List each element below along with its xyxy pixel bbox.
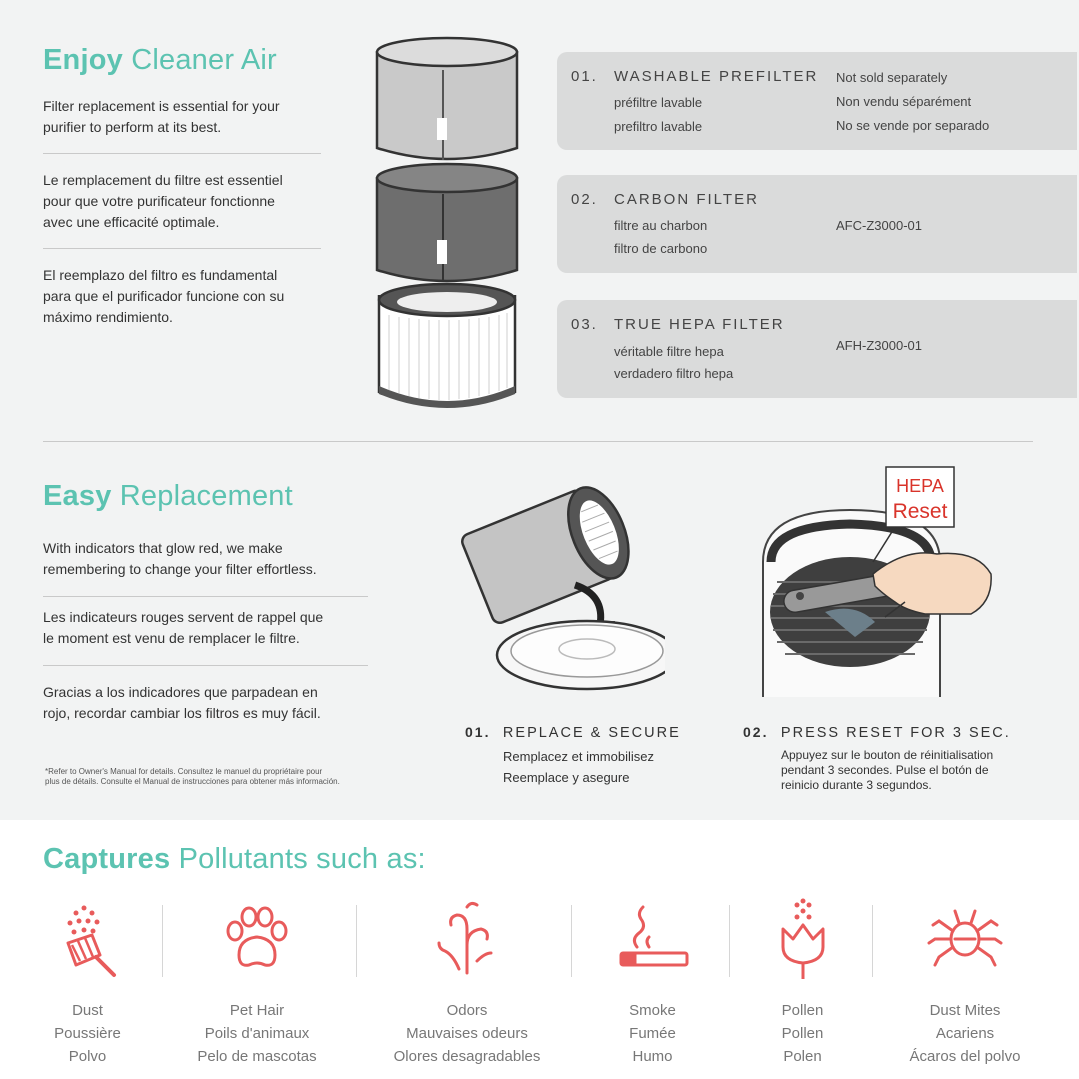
pollutant-label-es: Polvo [68,1048,107,1065]
step-reset [743,724,1011,793]
reset-illustration [755,462,1000,702]
step-number: 01. [465,724,491,740]
pollutant-dust [20,895,155,1068]
cleaner-air-paragraph-en: Filter replacement is essential for your purifier to perform at its best. [43,98,280,135]
filter-part-number: AFH-Z3000-01 [836,338,922,353]
filter-name-es: filtro de carbono [614,241,708,256]
step-number: 02. [743,724,769,740]
filter-availability-en: Not sold separately [836,70,948,85]
filter-card-carbon [557,175,1077,273]
filter-number: 02. [571,191,598,208]
divider [43,248,321,249]
odors-icon [427,895,507,985]
pollutant-label-en: Odors [446,1002,488,1019]
pollutant-label-es: Humo [632,1048,673,1065]
cleaner-air-paragraph-es: El reemplazo del filtro es fundamental para que el purificador funcione con su máximo rendimiento. [43,267,285,325]
smoke-icon [613,895,693,985]
pollutant-pet-hair [182,895,332,1068]
filter-name: WASHABLE PREFILTER [614,68,819,85]
filter-name-fr: véritable filtre hepa [614,344,724,359]
pollutant-label-en: Pet Hair [229,1002,285,1019]
divider [571,905,572,977]
hepa-label: HEPA [896,476,944,496]
pollutant-label-en: Dust [72,1002,103,1019]
pollutant-label-fr: Fumée [629,1025,676,1042]
pollutant-label-fr: Poils d'animaux [204,1025,310,1042]
divider [43,153,321,154]
filter-card-hepa [557,300,1077,398]
pollutant-label-es: Polen [783,1048,822,1065]
step-sub-fr: Remplacez et immobilisez [503,749,654,764]
reset-label: Reset [892,500,948,523]
filter-card-prefilter [557,52,1077,150]
filter-stack-illustration [365,30,530,415]
filter-name-es: prefiltro lavable [614,119,703,134]
replacement-paragraph-en: With indicators that glow red, we make remembering to change your filter effortless. [43,540,317,577]
pollutants-title: Captures Pollutants such as: [43,843,426,875]
pollutant-label-fr: Pollen [781,1025,824,1042]
divider [872,905,873,977]
pollutant-label-es: Ácaros del polvo [909,1048,1021,1065]
pollutant-odors [378,895,556,1068]
dust-mites-icon [925,895,1005,985]
pollen-icon [763,895,843,985]
step-sub-es: Reemplace y asegure [503,770,630,785]
pollutant-label-en: Pollen [781,1002,824,1019]
filter-number: 01. [571,68,598,85]
divider [43,596,368,597]
filter-name-fr: filtre au charbon [614,218,708,233]
pollutant-dust-mites [890,895,1040,1068]
replacement-paragraph-es: Gracias a los indicadores que parpadean en rojo, recordar cambiar los filtros es muy fácil. [43,684,321,721]
filter-name-fr: préfiltre lavable [614,95,703,110]
filter-name: CARBON FILTER [614,191,759,208]
step-sub-line: pendant 3 secondes. Pulse el botón de [781,763,989,777]
cleaner-air-title: Enjoy Cleaner Air [43,44,277,76]
filter-number: 03. [571,316,598,333]
section-divider [43,441,1033,442]
pollutant-smoke [590,895,715,1068]
filter-availability-es: No se vende por separado [836,118,990,133]
step-replace [465,724,681,788]
pollutant-label-es: Olores desagradables [393,1048,541,1065]
step-sub-line: reinicio durante 3 segundos. [781,778,932,792]
pollutant-label-fr: Acariens [935,1025,995,1042]
filter-availability-fr: Non vendu séparément [836,94,972,109]
replace-filter-illustration [455,475,665,710]
pollutant-label-en: Smoke [629,1002,676,1019]
divider [43,665,368,666]
filter-name: TRUE HEPA FILTER [614,316,785,333]
pollutant-label-en: Dust Mites [929,1002,1001,1019]
divider [729,905,730,977]
step-title: REPLACE & SECURE [502,725,681,741]
pollutant-label-es: Pelo de mascotas [197,1048,317,1065]
pollutant-label-fr: Poussière [54,1025,121,1042]
filter-name-es: verdadero filtro hepa [614,366,734,381]
pet-hair-icon [217,895,297,985]
cleaner-air-paragraph-fr: Le remplacement du filtre est essentiel pour que votre purificateur fonctionne avec une efficacité optimale. [43,172,283,230]
step-title: PRESS RESET FOR 3 SEC. [780,725,1011,741]
pollutant-pollen [740,895,865,1068]
divider [356,905,357,977]
dust-icon [48,895,128,985]
footnote: *Refer to Owner's Manual for details. Consultez le manuel du propriétaire pour plus de détails. Consulte el Manual de instrucciones para obtener más información. [45,767,340,786]
replacement-paragraph-fr: Les indicateurs rouges servent de rappel que le moment est venu de remplacer le filtre. [43,609,324,646]
divider [162,905,163,977]
easy-replacement-title: Easy Replacement [43,480,293,512]
filter-part-number: AFC-Z3000-01 [836,218,922,233]
pollutant-label-fr: Mauvaises odeurs [406,1025,528,1042]
step-sub-line: Appuyez sur le bouton de réinitialisation [781,748,994,762]
